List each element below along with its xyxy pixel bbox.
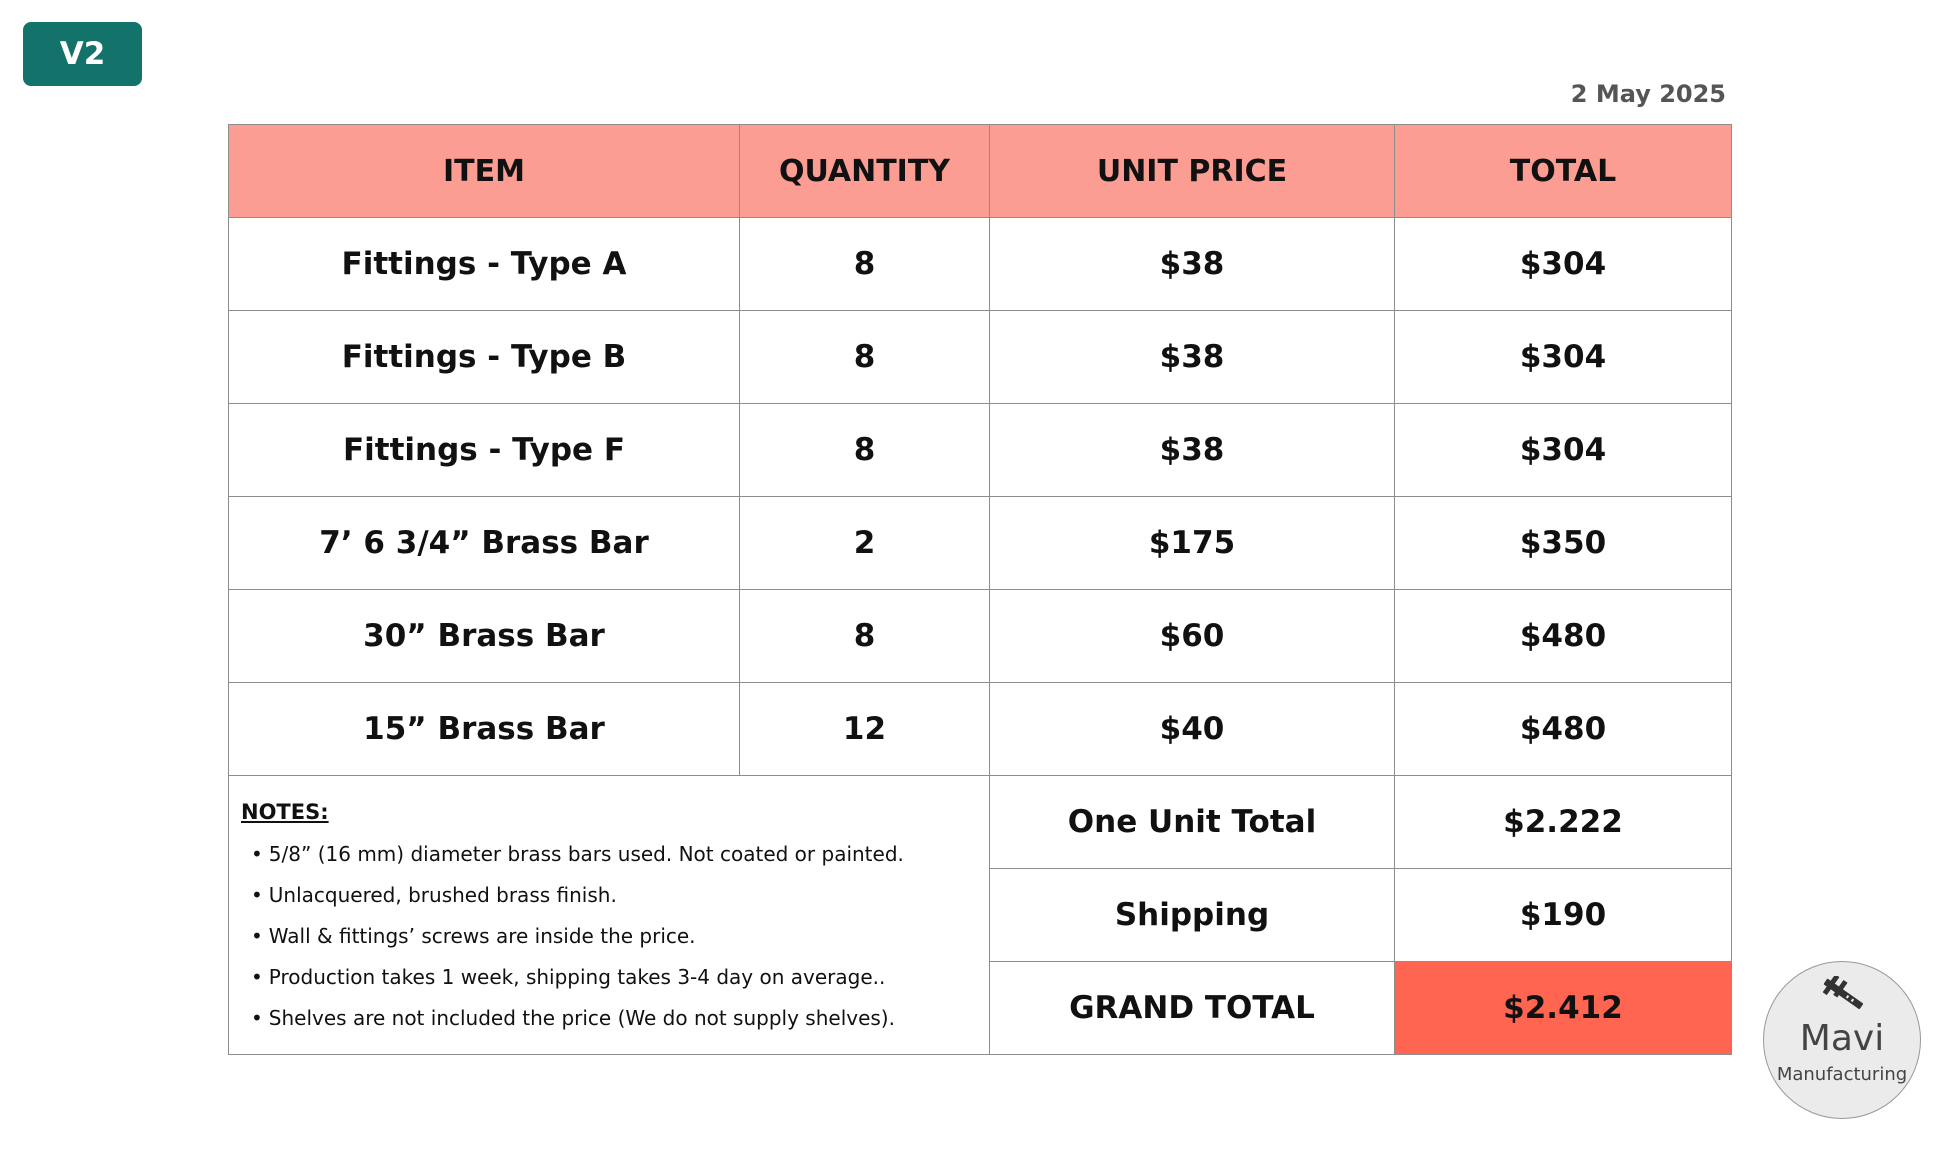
cell-quantity: 8 — [740, 404, 990, 497]
shipping-value: $190 — [1395, 869, 1732, 962]
cell-unit-price: $38 — [990, 404, 1395, 497]
note-item: • Unlacquered, brushed brass finish. — [251, 875, 989, 916]
cell-item: Fittings - Type F — [229, 404, 740, 497]
cell-total: $350 — [1395, 497, 1732, 590]
cell-quantity: 8 — [740, 218, 990, 311]
notes-title: NOTES: — [241, 800, 329, 824]
note-item: • 5/8” (16 mm) diameter brass bars used. Not coated or painted. — [251, 834, 989, 875]
cell-quantity: 8 — [740, 590, 990, 683]
header-total: TOTAL — [1395, 125, 1732, 218]
cell-total: $304 — [1395, 404, 1732, 497]
cell-quantity: 8 — [740, 311, 990, 404]
cell-total: $480 — [1395, 683, 1732, 776]
notes-section — [229, 776, 990, 1055]
note-item: • Shelves are not included the price (We do not supply shelves). — [251, 998, 989, 1039]
caliper-icon — [1816, 976, 1868, 1016]
cell-item: Fittings - Type B — [229, 311, 740, 404]
cell-item: 15” Brass Bar — [229, 683, 740, 776]
logo-name: Mavi — [1799, 1018, 1885, 1059]
one-unit-total-label: One Unit Total — [990, 776, 1395, 869]
cell-item: 30” Brass Bar — [229, 590, 740, 683]
table-header-row — [229, 125, 1732, 218]
header-quantity: QUANTITY — [740, 125, 990, 218]
cell-unit-price: $38 — [990, 218, 1395, 311]
note-item: • Wall & fittings’ screws are inside the price. — [251, 916, 989, 957]
table-row — [229, 404, 1732, 497]
table-row — [229, 497, 1732, 590]
table-row — [229, 590, 1732, 683]
company-logo — [1763, 961, 1921, 1119]
version-badge: V2 — [23, 22, 142, 86]
note-item: • Production takes 1 week, shipping takes 3-4 day on average.. — [251, 957, 989, 998]
cell-total: $480 — [1395, 590, 1732, 683]
cell-item: Fittings - Type A — [229, 218, 740, 311]
one-unit-total-value: $2.222 — [1395, 776, 1732, 869]
cell-total: $304 — [1395, 311, 1732, 404]
cell-total: $304 — [1395, 218, 1732, 311]
cell-unit-price: $175 — [990, 497, 1395, 590]
quote-date: 2 May 2025 — [1570, 80, 1726, 108]
grand-total-label: GRAND TOTAL — [990, 962, 1395, 1055]
cell-unit-price: $38 — [990, 311, 1395, 404]
cell-quantity: 2 — [740, 497, 990, 590]
table-row — [229, 218, 1732, 311]
summary-row-one-unit — [229, 776, 1732, 869]
table-row — [229, 683, 1732, 776]
cell-unit-price: $40 — [990, 683, 1395, 776]
notes-list — [241, 834, 989, 1039]
table-row — [229, 311, 1732, 404]
shipping-label: Shipping — [990, 869, 1395, 962]
logo-subtitle: Manufacturing — [1776, 1064, 1908, 1085]
quote-table — [228, 124, 1732, 1055]
grand-total-value: $2.412 — [1395, 962, 1732, 1055]
header-unit-price: UNIT PRICE — [990, 125, 1395, 218]
cell-unit-price: $60 — [990, 590, 1395, 683]
cell-quantity: 12 — [740, 683, 990, 776]
header-item: ITEM — [229, 125, 740, 218]
cell-item: 7’ 6 3/4” Brass Bar — [229, 497, 740, 590]
